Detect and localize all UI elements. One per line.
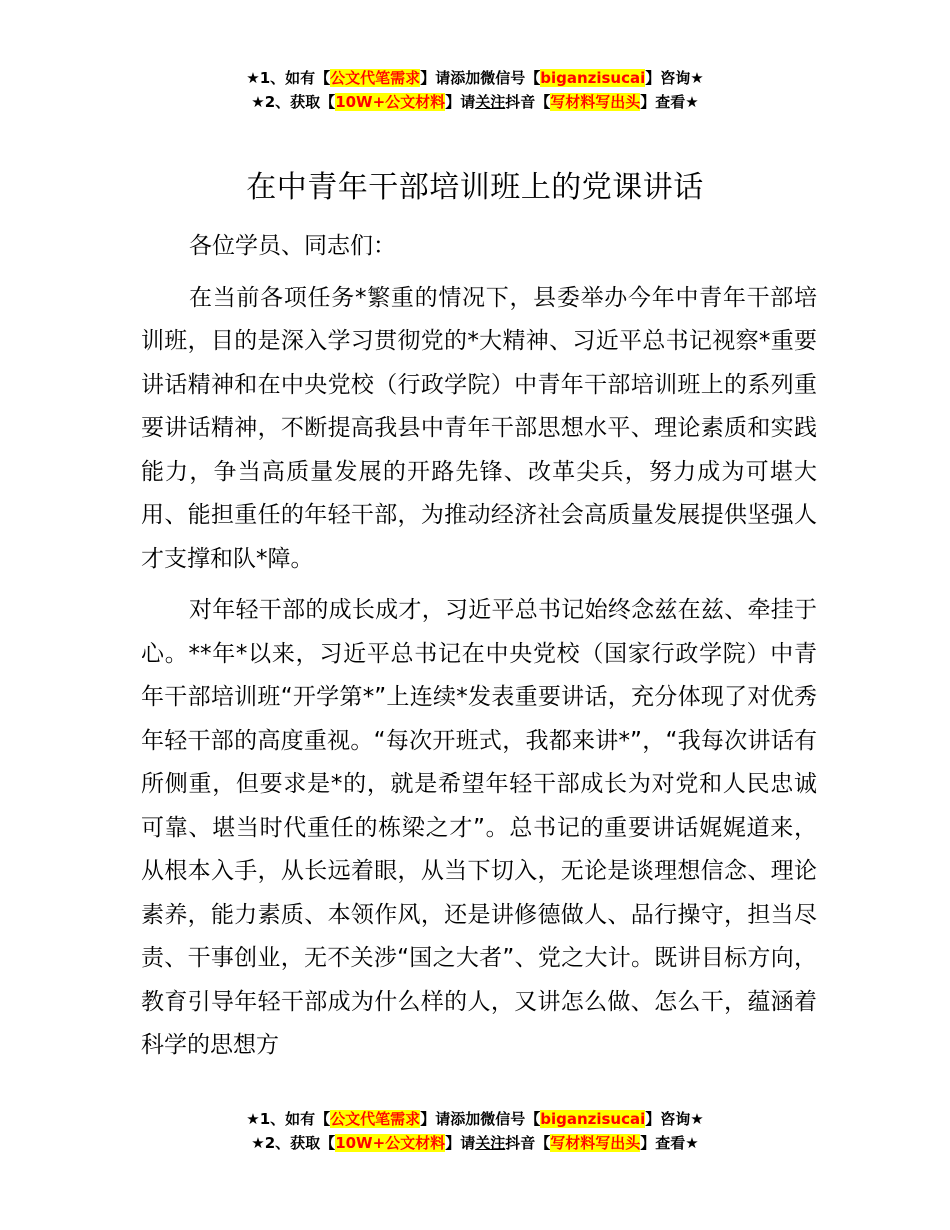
header-line2-prefix: ★2、获取【 xyxy=(251,93,336,111)
header-line1-prefix: ★1、如有【 xyxy=(246,69,331,87)
header-line2-suffix: 】查看★ xyxy=(640,93,699,111)
paragraph-2: 对年轻干部的成长成才，习近平总书记始终念兹在兹、牵挂于心。**年*以来，习近平总书记在中央党校（国家行政学院）中青年干部培训班“开学第*”上连续*发表重要讲话，充分体现了对优秀年轻干部的高度重视。“每次开班式，我都来讲*”，“我每次讲话有所侧重，但要求是*的，就是希望年轻干部成长为对党和人民忠诚可靠、堪当时代重任的栋梁之才”。总书记的重要讲话娓娓道来，从根本入手，从长远着眼，从当下切入，无论是谈理想信念、理论素养，能力素质、本领作风，还是讲修德做人、品行操守，担当尽责、干事创业，无不关涉“国之大者”、党之大计。既讲目标方向，教育引导年轻干部成为什么样的人，又讲怎么做、怎么干，蕴涵着科学的思想方 xyxy=(141,597,817,1058)
header-line1-middle: 】请添加微信号【 xyxy=(420,69,541,87)
footer-line1-highlight-ghostwriting: 公文代笔需求 xyxy=(330,1110,421,1128)
header-notice-line-1 xyxy=(0,66,950,90)
footer-line1-prefix: ★1、如有【 xyxy=(246,1110,331,1128)
header-notice-line-2 xyxy=(0,90,950,114)
footer-line2-highlight-materials: 10W+公文材料 xyxy=(335,1134,446,1152)
header-line1-suffix: 】咨询★ xyxy=(645,69,704,87)
footer-line1-highlight-wechat-id: biganzisucai xyxy=(540,1110,646,1128)
header-line2-highlight-materials: 10W+公文材料 xyxy=(335,93,446,111)
document-title: 在中青年干部培训班上的党课讲话 xyxy=(246,170,704,205)
footer-line2-suffix: 】查看★ xyxy=(640,1134,699,1152)
footer-line2-prefix: ★2、获取【 xyxy=(251,1134,336,1152)
footer-notice xyxy=(0,1107,950,1155)
footer-notice-line-1 xyxy=(0,1107,950,1131)
footer-line2-highlight-douyin-account: 写材料写出头 xyxy=(550,1134,641,1152)
header-line2-middle-a: 】请 xyxy=(445,93,476,111)
footer-line2-underlined-follow: 关注 xyxy=(475,1134,506,1152)
document-body xyxy=(141,225,817,1068)
footer-line2-middle-a: 】请 xyxy=(445,1134,476,1152)
header-notice xyxy=(0,66,950,114)
header-line1-highlight-wechat-id: biganzisucai xyxy=(540,69,646,87)
salutation: 各位学员、同志们： xyxy=(189,233,396,259)
footer-notice-line-2 xyxy=(0,1131,950,1155)
footer-line1-suffix: 】咨询★ xyxy=(645,1110,704,1128)
header-line1-highlight-ghostwriting: 公文代笔需求 xyxy=(330,69,421,87)
header-line2-underlined-follow: 关注 xyxy=(475,93,506,111)
footer-line1-middle: 】请添加微信号【 xyxy=(420,1110,541,1128)
header-line2-highlight-douyin-account: 写材料写出头 xyxy=(550,93,641,111)
footer-line2-middle-b: 抖音【 xyxy=(505,1134,551,1152)
header-line2-middle-b: 抖音【 xyxy=(505,93,551,111)
paragraph-1: 在当前各项任务*繁重的情况下，县委举办今年中青年干部培训班，目的是深入学习贯彻党的*大精神、习近平总书记视察*重要讲话精神和在中央党校（行政学院）中青年干部培训班上的系列重要讲话精神，不断提高我县中青年干部思想水平、理论素质和实践能力，争当高质量发展的开路先锋、改革尖兵，努力成为可堪大用、能担重任的年轻干部，为推动经济社会高质量发展提供坚强人才支撑和队*障。 xyxy=(141,284,817,572)
